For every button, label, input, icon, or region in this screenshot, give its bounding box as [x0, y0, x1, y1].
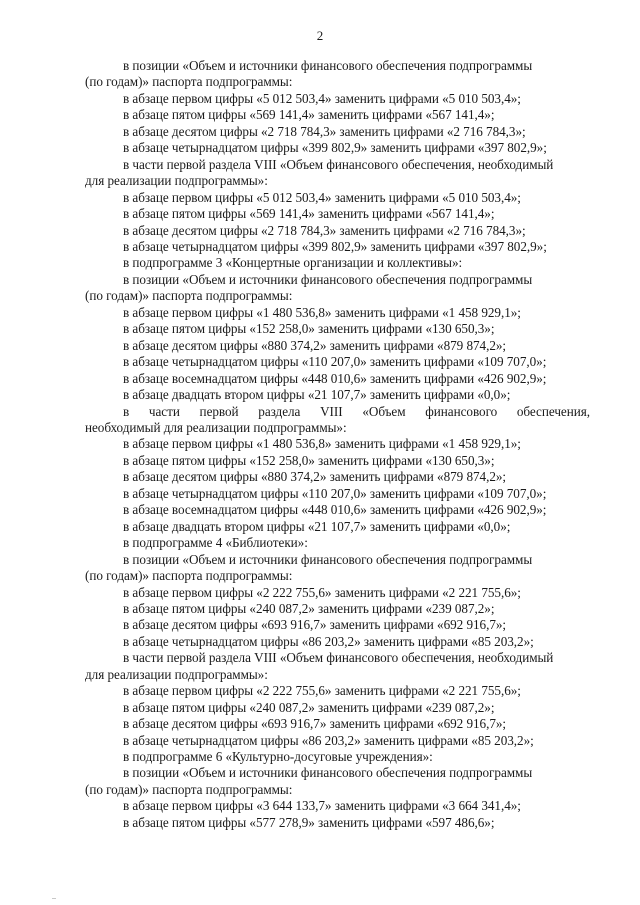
text-line: в абзаце четырнадцатом цифры «110 207,0» заменить цифрами «109 707,0»;: [123, 354, 547, 370]
text-line: в абзаце пятом цифры «240 087,2» заменить цифрами «239 087,2»;: [123, 600, 495, 616]
text-line: в абзаце первом цифры «5 012 503,4» заменить цифрами «5 010 503,4»;: [123, 90, 521, 106]
text-line: (по годам)» паспорта подпрограммы:: [85, 74, 293, 90]
text-line: необходимый для реализации подпрограммы»:: [85, 419, 347, 435]
text-line: в подпрограмме 6 «Культурно-досуговые учреждения»:: [123, 749, 433, 765]
text-line: в абзаце десятом цифры «880 374,2» заменить цифрами «879 874,2»;: [123, 469, 507, 485]
text-line: (по годам)» паспорта подпрограммы:: [85, 781, 293, 797]
text-line: в подпрограмме 3 «Концертные организации и коллективы»:: [123, 255, 463, 271]
text-line: в позиции «Объем и источники финансового обеспечения подпрограммы: [123, 765, 533, 781]
text-line: в абзаце четырнадцатом цифры «110 207,0» заменить цифрами «109 707,0»;: [123, 485, 547, 501]
text-line: в абзаце десятом цифры «693 916,7» заменить цифрами «692 916,7»;: [123, 617, 507, 633]
text-line: в части первой раздела VIII «Объем финансового обеспечения, необходимый: [123, 650, 554, 666]
text-line: в абзаце первом цифры «1 480 536,8» заменить цифрами «1 458 929,1»;: [123, 304, 521, 320]
text-line: в абзаце первом цифры «3 644 133,7» заменить цифрами «3 664 341,4»;: [123, 798, 521, 814]
text-line: в абзаце пятом цифры «152 258,0» заменить цифрами «130 650,3»;: [123, 452, 495, 468]
text-line: в абзаце восемнадцатом цифры «448 010,6» заменить цифрами «426 902,9»;: [123, 502, 547, 518]
text-line: в абзаце первом цифры «1 480 536,8» заменить цифрами «1 458 929,1»;: [123, 436, 521, 452]
text-line: в абзаце двадцать втором цифры «21 107,7» заменить цифрами «0,0»;: [123, 518, 511, 534]
text-line: (по годам)» паспорта подпрограммы:: [85, 568, 293, 584]
text-line: в абзаце пятом цифры «569 141,4» заменить цифрами «567 141,4»;: [123, 206, 495, 222]
text-line: в абзаце десятом цифры «2 718 784,3» заменить цифрами «2 716 784,3»;: [123, 123, 526, 139]
text-line: в абзаце четырнадцатом цифры «399 802,9» заменить цифрами «397 802,9»;: [123, 238, 547, 254]
text-line: в абзаце первом цифры «5 012 503,4» заменить цифрами «5 010 503,4»;: [123, 189, 521, 205]
text-line: в абзаце пятом цифры «240 087,2» заменить цифрами «239 087,2»;: [123, 699, 495, 715]
text-line: в абзаце четырнадцатом цифры «86 203,2» заменить цифрами «85 203,2»;: [123, 732, 534, 748]
text-line: в абзаце десятом цифры «693 916,7» заменить цифрами «692 916,7»;: [123, 716, 507, 732]
text-line: в абзаце четырнадцатом цифры «399 802,9» заменить цифрами «397 802,9»;: [123, 140, 547, 156]
text-line: в абзаце десятом цифры «2 718 784,3» заменить цифрами «2 716 784,3»;: [123, 222, 526, 238]
text-line: для реализации подпрограммы»:: [85, 173, 268, 189]
text-line: в абзаце пятом цифры «152 258,0» заменить цифрами «130 650,3»;: [123, 321, 495, 337]
text-line: (по годам)» паспорта подпрограммы:: [85, 288, 293, 304]
text-line: в абзаце десятом цифры «880 374,2» заменить цифрами «879 874,2»;: [123, 337, 507, 353]
document-body: [85, 58, 590, 831]
text-line: в части первой раздела VIII «Объем финансового обеспечения, необходимый: [123, 156, 554, 172]
text-line: для реализации подпрограммы»:: [85, 666, 268, 682]
scan-artifact: [52, 898, 56, 899]
text-line: в позиции «Объем и источники финансового обеспечения подпрограммы: [123, 551, 533, 567]
text-line: в подпрограмме 4 «Библиотеки»:: [123, 535, 308, 551]
text-line: в абзаце четырнадцатом цифры «86 203,2» заменить цифрами «85 203,2»;: [123, 633, 534, 649]
text-line: в части первой раздела VIII «Объем финансового обеспечения,: [123, 403, 590, 419]
text-line: в абзаце пятом цифры «577 278,9» заменить цифрами «597 486,6»;: [123, 814, 495, 830]
text-line: в позиции «Объем и источники финансового обеспечения подпрограммы: [123, 58, 533, 73]
text-line: в абзаце восемнадцатом цифры «448 010,6» заменить цифрами «426 902,9»;: [123, 370, 547, 386]
text-line: в абзаце первом цифры «2 222 755,6» заменить цифрами «2 221 755,6»;: [123, 683, 521, 699]
text-line: в абзаце первом цифры «2 222 755,6» заменить цифрами «2 221 755,6»;: [123, 584, 521, 600]
text-line: в абзаце двадцать втором цифры «21 107,7» заменить цифрами «0,0»;: [123, 387, 511, 403]
text-line: в абзаце пятом цифры «569 141,4» заменить цифрами «567 141,4»;: [123, 107, 495, 123]
text-line: в позиции «Объем и источники финансового обеспечения подпрограммы: [123, 271, 533, 287]
page-number: 2: [316, 28, 324, 43]
